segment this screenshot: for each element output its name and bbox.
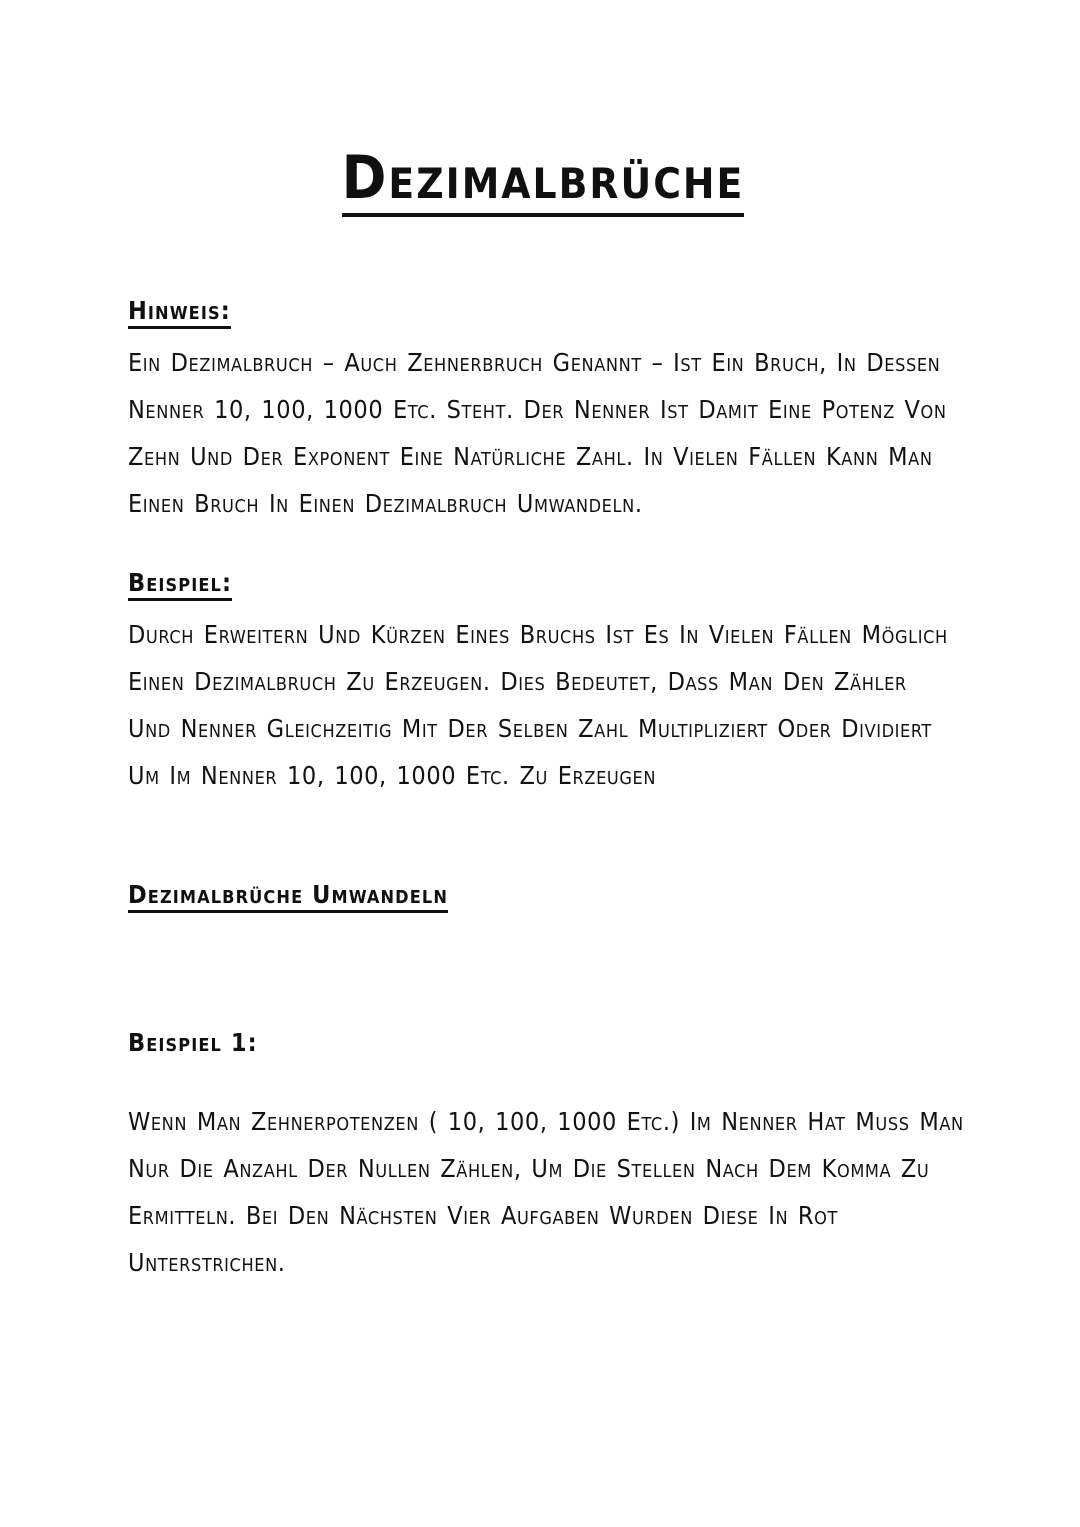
section-umwandeln-heading-row [128,880,958,913]
section-beispiel [128,568,958,799]
section-beispiel-heading-row [128,568,958,601]
section-hinweis-heading-row [128,296,958,329]
section-hinweis-body: Ein Dezimalbruch – Auch Zehnerbruch Genannt – Ist Ein Bruch, In Dessen Nenner 10, 100, 1000 Etc. Steht. Der Nenner Ist Damit Eine Potenz Von Zehn Und Der Exponent Eine Natürliche Zahl. In Vielen Fällen Kann Man Einen Bruch In Einen Dezimalbruch Umwandeln. [128,348,947,518]
section-beispiel-1 [128,1028,968,1068]
page-title-text: Dezimalbrüche [342,146,745,217]
page-title [128,143,958,217]
section-beispiel-heading: Beispiel: [128,568,232,601]
section-hinweis [128,296,958,527]
section-beispiel-1-heading-row [128,1028,968,1058]
section-dezimalbrueche-umwandeln [128,880,958,923]
section-umwandeln-heading: Dezimalbrüche Umwandeln [128,880,448,913]
section-beispiel-1-heading: Beispiel 1: [128,1028,258,1057]
section-beispiel-body: Durch Erweitern Und Kürzen Eines Bruchs Ist Es In Vielen Fällen Möglich Einen Dezimalbruch Zu Erzeugen. Dies Bedeutet, Dass Man Den Zähler Und Nenner Gleichzeitig Mit Der Selben Zahl Multipliziert Oder Dividiert Um Im Nenner 10, 100, 1000 Etc. Zu Erzeugen [128,620,948,790]
section-beispiel-1-body-wrapper [128,1098,968,1286]
section-hinweis-heading: Hinweis: [128,296,231,329]
section-beispiel-1-body: Wenn Man Zehnerpotenzen ( 10, 100, 1000 Etc.) Im Nenner Hat Muss Man Nur Die Anzahl Der Nullen Zählen, Um Die Stellen Nach Dem Komma Zu Ermitteln. Bei Den Nächsten Vier Aufgaben Wurden Diese In Rot Unterstrichen. [128,1107,964,1277]
